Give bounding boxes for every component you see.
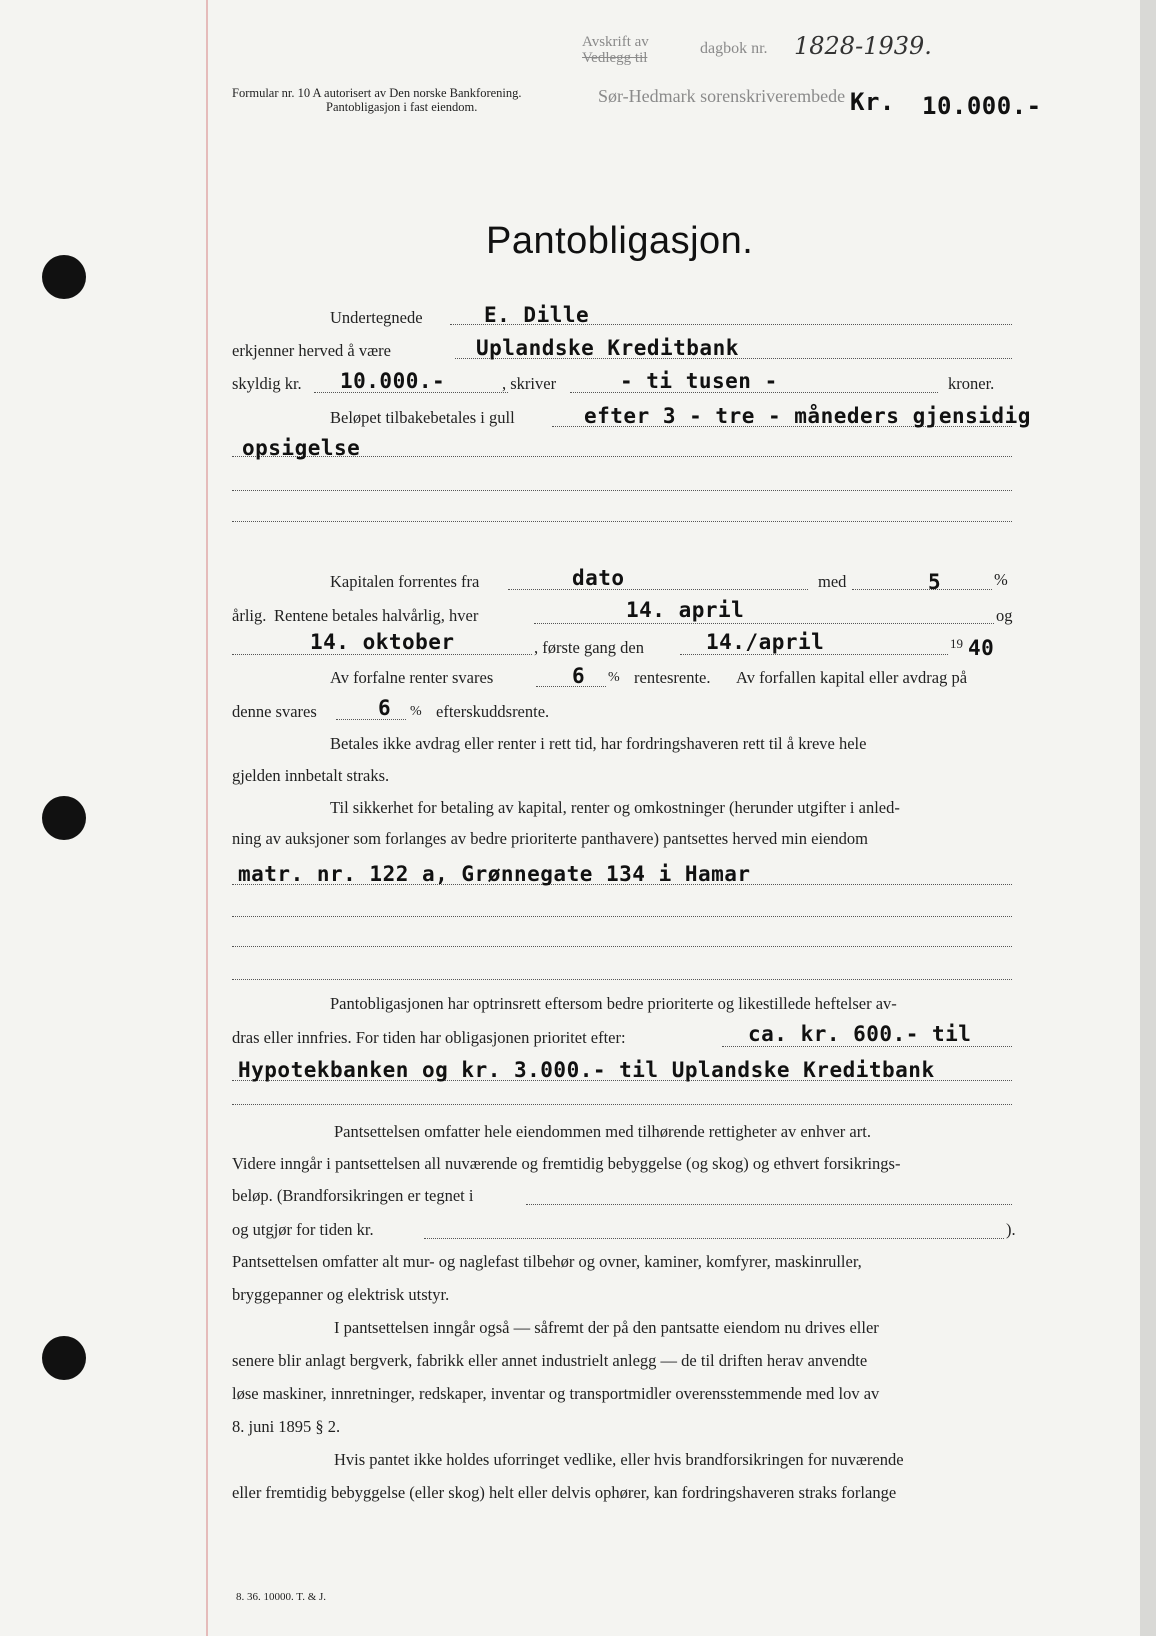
punch-hole (42, 796, 86, 840)
erkjenner-value: Uplandske Kreditbank (476, 336, 739, 360)
drift-line1: I pantsettelsen inngår også — såfremt der på den pantsatte eiendom nu drives eller (334, 1318, 879, 1337)
omfatter-line4: og utgjør for tiden kr. (232, 1220, 374, 1239)
efterskudd-label: efterskuddsrente. (436, 702, 550, 721)
prio-line2: dras eller innfries. For tiden har obligasjonen prioritet efter: (232, 1028, 626, 1047)
stamp-avskrift: Avskrift av (582, 34, 649, 50)
rate-pct: % (994, 570, 1008, 589)
prio-value1: ca. kr. 600.- til (748, 1022, 972, 1046)
aarlig-label: årlig. (232, 606, 267, 625)
omfatter-line2: Videre inngår i pantsettelsen all nuværende og fremtidig bebyggelse (og skog) og ethvert forsikrings- (232, 1154, 901, 1173)
med-line (852, 589, 992, 590)
forfallen-label: Av forfallen kapital eller avdrag på (736, 668, 968, 687)
prio-value2: Hypotekbanken og kr. 3.000.- til Uplandske Kreditbank (238, 1058, 935, 1082)
denne-line (336, 719, 406, 720)
renter-date2-line (232, 654, 532, 655)
tilbake-value: efter 3 - tre - måneders gjensidig (584, 404, 1031, 428)
undertegnede-label: Undertegnede (330, 308, 423, 327)
kr-label: Kr. (850, 88, 895, 116)
betales-line1: Betales ikke avdrag eller renter i rett tid, har fordringshaveren rett til å kreve hele (330, 734, 867, 753)
omfatter-line4-end: ). (1006, 1220, 1016, 1239)
med-label: med (818, 572, 847, 591)
denne-label: denne svares (232, 702, 317, 721)
vedlike-line2: eller fremtidig bebyggelse (eller skog) helt eller delvis ophører, kan fordringshaveren straks forlange (232, 1483, 897, 1502)
drift-line2: senere blir anlagt bergverk, fabrikk eller annet industrielt anlegg — de til driften herav anvendte (232, 1351, 868, 1370)
kr-amount: 10.000.- (922, 92, 1042, 120)
utgjor-line (424, 1238, 1004, 1239)
kap-label: Kapitalen forrentes fra (330, 572, 480, 591)
rentesrente-label: rentesrente. (634, 668, 711, 687)
omfatter-line3: beløp. (Brandforsikringen er tegnet i (232, 1186, 474, 1205)
skriver-label: , skriver (502, 374, 557, 393)
forfalne-rate: 6 (572, 664, 586, 688)
sikkerhet-line1: Til sikkerhet for betaling av kapital, renter og omkostninger (herunder utgifter i anled- (330, 798, 900, 817)
forste-value: 14./april (706, 630, 825, 654)
renter-date1: 14. april (626, 598, 745, 622)
forfalne-pct: % (608, 670, 620, 685)
eiendom-value: matr. nr. 122 a, Grønnegate 134 i Hamar (238, 862, 751, 886)
kap-from: dato (572, 566, 625, 590)
skyldig-label: skyldig kr. (232, 374, 302, 393)
betales-line2: gjelden innbetalt straks. (232, 766, 390, 785)
blank-line (232, 521, 1012, 522)
tilbake-value-2: opsigelse (242, 436, 361, 460)
blank-line (232, 979, 1012, 980)
document-title: Pantobligasjon. (486, 220, 754, 262)
brandforsikring-line (526, 1204, 1012, 1205)
blank-line (232, 490, 1012, 491)
skriver-value: - ti tusen - (620, 369, 778, 393)
year-suffix: 40 (968, 636, 995, 660)
stamp-office: Sør-Hedmark sorenskriverembede (598, 86, 846, 106)
skyldig-value: 10.000.- (340, 369, 446, 393)
prio-line1: Pantobligasjonen har optrinsrett eftersom bedre prioriterte og likestillede heftelser av- (330, 994, 897, 1013)
sikkerhet-line2: ning av auksjoner som forlanges av bedre prioriterte panthavere) pantsettes herved min eiendom (232, 829, 868, 848)
denne-rate: 6 (378, 696, 392, 720)
stamp-dagbok: dagbok nr. (700, 40, 768, 57)
forste-line (680, 654, 948, 655)
mur-line1: Pantsettelsen omfatter alt mur- og naglefast tilbehør og ovner, kaminer, komfyrer, maskinruller, (232, 1252, 862, 1271)
renter-line (534, 623, 994, 624)
renter-label: Rentene betales halvårlig, hver (274, 606, 479, 625)
denne-pct: % (410, 704, 422, 719)
blank-line (232, 916, 1012, 917)
print-code: 8. 36. 10000. T. & J. (236, 1591, 327, 1603)
punch-hole (42, 1336, 86, 1380)
year-prefix: 19 (950, 636, 963, 651)
mur-line2: bryggepanner og elektrisk utstyr. (232, 1285, 450, 1304)
stamp-struck: Vedlegg til (582, 50, 648, 66)
vedlike-line1: Hvis pantet ikke holdes uforringet vedlike, eller hvis brandforsikringen for nuværende (334, 1450, 904, 1469)
forfalne-label: Av forfalne renter svares (330, 668, 494, 687)
drift-line4: 8. juni 1895 § 2. (232, 1417, 341, 1436)
erkjenner-label: erkjenner herved å være (232, 341, 391, 360)
forfalne-line (536, 686, 606, 687)
kroner-label: kroner. (948, 374, 995, 393)
undertegnede-value: E. Dille (484, 303, 590, 327)
form-note-line2: Pantobligasjon i fast eiendom. (326, 100, 478, 114)
punch-hole (42, 255, 86, 299)
tilbake-label: Beløpet tilbakebetales i gull (330, 408, 515, 427)
renter-date2: 14. oktober (310, 630, 455, 654)
blank-line (232, 946, 1012, 947)
margin-line (206, 0, 208, 1636)
drift-line3: løse maskiner, innretninger, redskaper, inventar og transportmidler overensstemmende med lov av (232, 1384, 880, 1403)
kap-line (508, 589, 808, 590)
form-note-line1: Formular nr. 10 A autorisert av Den norske Bankforening. (232, 86, 522, 100)
rate-value: 5 (928, 570, 942, 594)
omfatter-line1: Pantsettelsen omfatter hele eiendommen med tilhørende rettigheter av enhver art. (334, 1122, 871, 1141)
og-label: og (996, 606, 1013, 625)
forste-label: , første gang den (534, 638, 644, 657)
dagbok-number: 1828-1939. (794, 32, 932, 60)
prio-line (722, 1046, 1012, 1047)
blank-line (232, 1104, 1012, 1105)
